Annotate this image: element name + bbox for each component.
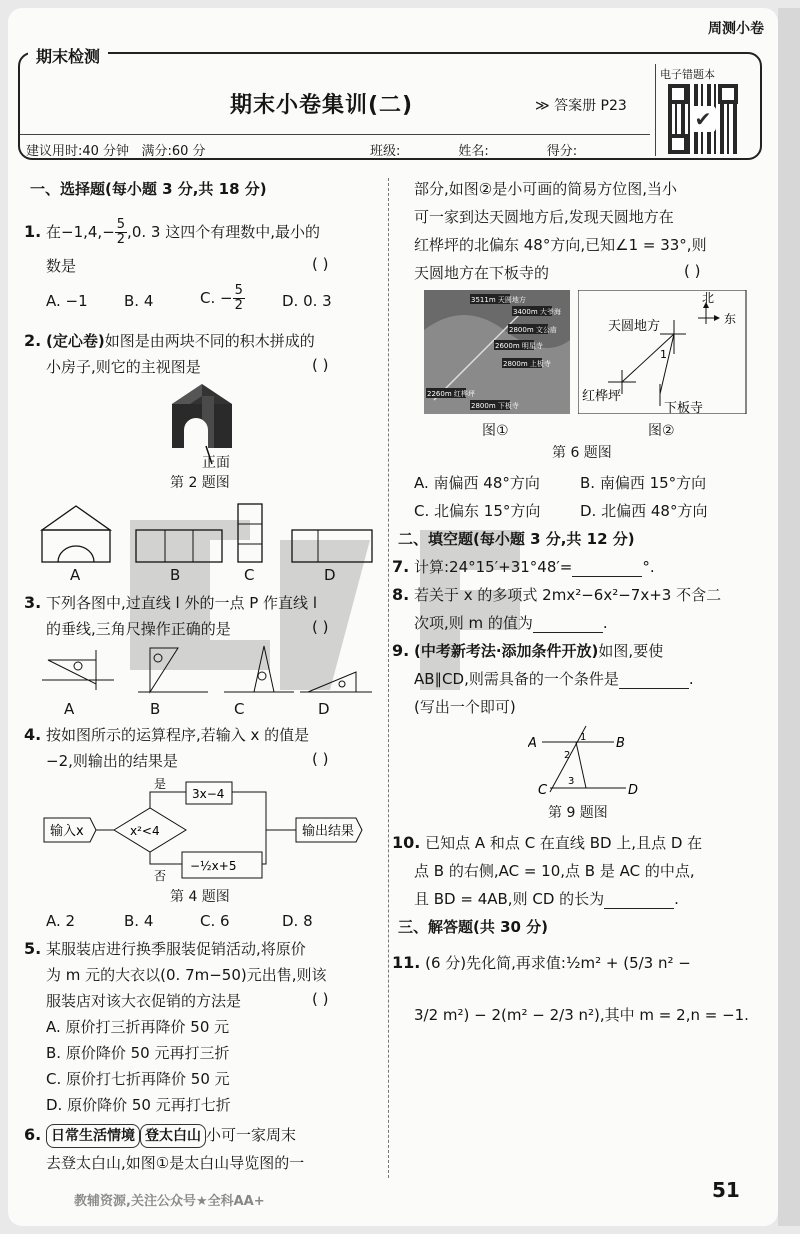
q2-option-c[interactable]: C <box>244 566 255 584</box>
name-field[interactable] <box>489 145 533 159</box>
fig9-angle-3: 3 <box>568 776 575 787</box>
q2-line2: 小房子,则它的主视图是 <box>46 358 201 376</box>
q2-option-d[interactable]: D <box>324 566 336 584</box>
q1-option-b[interactable]: B. 4 <box>124 292 154 310</box>
q9-line3: (写出一个即可) <box>414 698 516 716</box>
q8-line2: 次项,则 m 的值为 . <box>414 614 608 632</box>
q6-fig1-caption: 图① <box>482 423 509 439</box>
q2-line1: 2. (定心卷)如图是由两块不同的积木拼成的 <box>24 331 315 350</box>
q3-triangle-figure <box>38 640 378 700</box>
q11-line1: 11. (6 分)先化简,再求值:½m² + (5/3 n² − <box>392 953 691 972</box>
q2-option-a[interactable]: A <box>70 566 81 584</box>
q6-fig2-caption: 图② <box>648 423 675 439</box>
map-label-1: 3511m 天圆地方 <box>471 296 526 304</box>
student-fields <box>370 140 621 159</box>
q3-line1: 3. 下列各图中,过直线 l 外的一点 P 作直线 l <box>24 593 317 612</box>
diagram-east: 东 <box>724 312 737 326</box>
q10-answer-blank[interactable] <box>604 893 674 909</box>
q4-line1: 4. 按如图所示的运算程序,若输入 x 的值是 <box>24 725 310 744</box>
map-label-2: 3400m 大爷海 <box>513 308 561 316</box>
q3-line2: 的垂线,三角尺操作正确的是 <box>46 620 231 638</box>
q4-option-b[interactable]: B. 4 <box>124 912 154 930</box>
q4-option-c[interactable]: C. 6 <box>200 912 230 930</box>
q11-line2: 3/2 m²) − 2(m² − 2/3 n²),其中 m = 2,n = −1. <box>414 1006 749 1024</box>
q4-line2: −2,则输出的结果是 <box>46 752 178 770</box>
answer-reference: ≫ 答案册 P23 <box>535 98 627 114</box>
q2-answer-paren[interactable]: ( ) <box>312 356 329 374</box>
q7-answer-blank[interactable] <box>572 561 642 577</box>
score-field[interactable] <box>577 145 621 159</box>
q4-option-d[interactable]: D. 8 <box>282 912 313 930</box>
class-label: 班级: <box>370 144 401 159</box>
q8-answer-blank[interactable] <box>533 617 603 633</box>
fig9-angle-2: 2 <box>564 750 571 761</box>
fig9-label-b: B <box>616 736 625 751</box>
q1-answer-paren[interactable]: ( ) <box>312 255 329 273</box>
q10-line2: 点 B 的右侧,AC = 10,点 B 是 AC 的中点, <box>414 862 695 880</box>
q3-option-d[interactable]: D <box>318 700 330 718</box>
q6-line1: 6. 日常生活情境 登太白山 小可一家周末 <box>24 1124 296 1148</box>
header-divider <box>20 134 650 135</box>
q3-option-a[interactable]: A <box>64 700 75 718</box>
q10-line3: 且 BD = 4AB,则 CD 的长为 . <box>414 890 679 908</box>
q4-answer-paren[interactable]: ( ) <box>312 750 329 768</box>
section-2-heading: 二、填空题(每小题 3 分,共 12 分) <box>398 530 635 548</box>
q5-option-b[interactable]: B. 原价降价 50 元再打三折 <box>46 1044 230 1062</box>
page-number: 51 <box>712 1178 740 1202</box>
fig9-angle-1: 1 <box>580 732 587 743</box>
q6-option-a[interactable]: A. 南偏西 48°方向 <box>414 474 540 492</box>
section-3-heading: 三、解答题(共 30 分) <box>398 918 549 936</box>
q1-line2: 数是 <box>46 257 77 275</box>
diagram-hongmuping: 红桦坪 <box>582 389 622 404</box>
q3-option-c[interactable]: C <box>234 700 245 718</box>
map-label-5: 2800m 上板寺 <box>503 360 551 368</box>
q6-option-b[interactable]: B. 南偏西 15°方向 <box>580 474 707 492</box>
q3-option-b[interactable]: B <box>150 700 161 718</box>
q6-line2: 去登太白山,如图①是太白山导览图的一 <box>46 1154 305 1172</box>
q4-option-a[interactable]: A. 2 <box>46 912 76 930</box>
q5-option-d[interactable]: D. 原价降价 50 元再打七折 <box>46 1096 231 1114</box>
flow-condition-text: x²<4 <box>130 824 160 838</box>
q9-line1: 9. (中考新考法·添加条件开放)如图,要使 <box>392 641 664 660</box>
q6-option-c[interactable]: C. 北偏东 15°方向 <box>414 502 541 520</box>
q5-option-c[interactable]: C. 原价打七折再降价 50 元 <box>46 1070 230 1088</box>
q9-line2: AB∥CD,则需具备的一个条件是 . <box>414 670 694 688</box>
q9-parallel-figure <box>528 722 638 800</box>
q2-option-b[interactable]: B <box>170 566 181 584</box>
q5-line3: 服装店对该大衣促销的方法是 <box>46 992 242 1010</box>
q6-line6: 天圆地方在下板寺的 <box>414 264 550 282</box>
map-label-6: 2260m 红桦坪 <box>427 390 475 398</box>
q5-line2: 为 m 元的大衣以(0. 7m−50)元出售,则该 <box>46 966 327 984</box>
q1-option-a[interactable]: A. −1 <box>46 292 88 310</box>
page-edge <box>778 8 800 1226</box>
flow-no-text: 否 <box>154 869 167 883</box>
class-field[interactable] <box>400 145 444 159</box>
map-label-4: 2600m 明星寺 <box>495 342 543 350</box>
q10-line1: 10. 已知点 A 和点 C 在直线 BD 上,且点 D 在 <box>392 833 703 852</box>
q2-options-figure <box>38 500 378 566</box>
section-1-heading: 一、选择题(每小题 3 分,共 18 分) <box>30 180 267 198</box>
section-label: 期末检测 <box>28 44 108 67</box>
q6-line4: 可一家到达天圆地方后,发现天圆地方在 <box>414 208 674 226</box>
map-label-7: 2800m 下板寺 <box>471 402 519 410</box>
q3-answer-paren[interactable]: ( ) <box>312 618 329 636</box>
score-label: 得分: <box>546 144 578 159</box>
fig9-label-c: C <box>538 783 548 798</box>
q6-line3: 部分,如图②是小可画的简易方位图,当小 <box>414 180 677 198</box>
qr-title: 电子错题本 <box>660 68 715 81</box>
q6-answer-paren[interactable]: ( ) <box>684 262 701 280</box>
q4-flowchart <box>40 774 380 886</box>
qr-code-icon[interactable]: ✔ <box>668 84 738 154</box>
map-label-3: 2800m 文公庙 <box>509 326 557 334</box>
diagram-xiabansi: 下板寺 <box>664 401 704 414</box>
weekly-test-tag: 周测小卷 <box>708 21 764 37</box>
q9-figure-caption: 第 9 题图 <box>548 805 608 821</box>
q7-line: 7. 计算:24°15′+31°48′= °. <box>392 557 655 576</box>
q1-option-c[interactable]: C. − $\frac{5}{2}$ <box>200 283 243 313</box>
q6-map-figure <box>424 290 570 414</box>
q5-line1: 5. 某服装店进行换季服装促销活动,将原价 <box>24 939 306 958</box>
column-divider <box>388 178 389 1178</box>
fig9-label-a: A <box>528 736 537 751</box>
diagram-angle-1: 1 <box>660 348 667 361</box>
q1-option-d[interactable]: D. 0. 3 <box>282 292 332 310</box>
q2-front-label: 正面 <box>202 455 230 471</box>
q6-figure-caption: 第 6 题图 <box>552 445 612 461</box>
diagram-north: 北 <box>702 291 715 305</box>
flow-expr2-text: −½x+5 <box>190 859 237 873</box>
flow-yes-text: 是 <box>154 777 167 791</box>
q4-figure-caption: 第 4 题图 <box>170 889 230 905</box>
q6-line5: 红桦坪的北偏东 48°方向,已知∠1 = 33°,则 <box>414 236 707 254</box>
q2-figure-caption: 第 2 题图 <box>170 475 230 491</box>
flow-expr1-text: 3x−4 <box>192 787 225 801</box>
q6-direction-figure <box>578 290 748 414</box>
q5-answer-paren[interactable]: ( ) <box>312 990 329 1008</box>
q1-line1: 1. 在−1,4,− $\frac{5}{2}$ ,0. 3 这四个有理数中,最小的 <box>24 217 320 247</box>
q5-option-a[interactable]: A. 原价打三折再降价 50 元 <box>46 1018 230 1036</box>
flow-output-text: 输出结果 <box>302 824 355 839</box>
fig9-label-d: D <box>628 783 638 798</box>
q6-option-d[interactable]: D. 北偏西 48°方向 <box>580 502 708 520</box>
flow-input-text: 输入x <box>50 824 84 839</box>
q8-line1: 8. 若关于 x 的多项式 2mx²−6x²−7x+3 不含二 <box>392 585 722 604</box>
q9-answer-blank[interactable] <box>619 673 689 689</box>
diagram-tianyuan: 天圆地方 <box>608 319 661 334</box>
page-title: 期末小卷集训(二) <box>230 93 414 118</box>
name-label: 姓名: <box>458 144 489 159</box>
time-score-info: 建议用时:40 分钟 满分:60 分 <box>26 144 206 159</box>
footer-text: 教辅资源,关注公众号★全科AA+ <box>74 1194 265 1209</box>
